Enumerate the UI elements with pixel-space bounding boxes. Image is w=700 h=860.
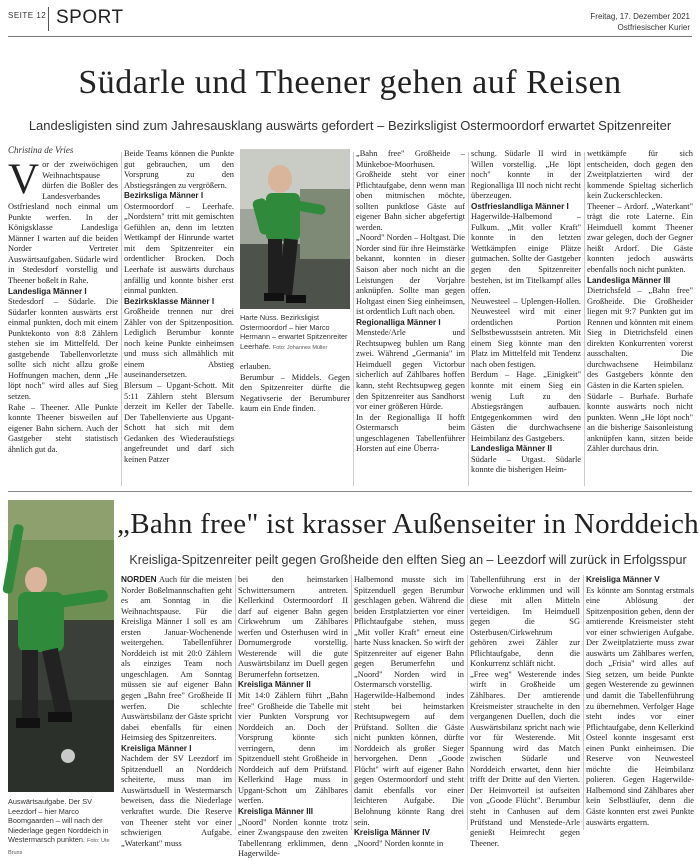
paragraph: Theener – Ardorf. „Waterkant" trägt die rote Laterne. Ein Heimduell kommt Theener zwar gelegen, doch der Gegner heißt Ardorf. Die Gäste konnten jedoch auswärts ebenfalls noch nicht punkten. (587, 201, 693, 275)
paragraph: Südarle – Burhafe. Burhafe konnte auswärts noch nicht punkten. Wenn „He löpt noch" an die bisherige Saisonleistung anknüpfen kann, sitzen beide Zähler durchaus drin. (587, 391, 693, 454)
article2-subhead: Kreisliga-Spitzenreiter peilt gegen Großheide den elften Sieg an – Leezdorf will zurück in Erfolgsspur (129, 553, 687, 567)
paragraph: wettkämpfe für sich entscheiden, doch gegen den Zweitplatzierten wird der kommende Spieltag sicherlich kein Zuckerschlecken. (587, 149, 693, 201)
article1-photo (240, 149, 350, 309)
paragraph (121, 575, 232, 744)
article1-byline: Christina de Vries (8, 145, 74, 155)
paragraph: Rahe – Theener. Alle Punkte konnte Theener bisweilen auf eigener Bahn sichern. Auch der Gastgeber steht statistisch ähnlich gut da. (8, 402, 118, 454)
article2-photo (8, 500, 114, 792)
subheading: Kreisliga Männer I (121, 743, 192, 753)
section-title: SPORT (56, 7, 124, 28)
subheading: Kreisliga Männer V (586, 575, 660, 584)
article1-column-4 (471, 149, 581, 486)
subheading: Regionalliga Männer I (356, 317, 441, 327)
article1-column-2b (240, 362, 350, 486)
article2-column-4 (470, 575, 580, 848)
column-divider (351, 575, 352, 830)
player-photo-illustration (8, 500, 114, 792)
paragraph: In der Regionalliga II hofft Ostermarsch beim ungeschlagenen Tabellenführer Horsten auf eine Überra- (356, 412, 465, 454)
paragraph: or der zweiwöchigen Weihnachtspause dürfen die Boßler des Landesverbandes Ostfriesland noch einmal um Punkte werfen. In der Königsklasse Landesliga Männer I warten auf die beiden Norder Vertreter Auswärtsaufgaben. Südarle wird in Stedesdorf vorstellig und Theener boßelt in Rahe. (8, 160, 118, 286)
dateline-lead: NORDEN (121, 575, 157, 584)
column-divider (583, 575, 584, 830)
paragraph: Dietrichsfeld – „Bahn free" Großheide. Die Großheider liegen mit 9:7 Punkten gut im Rennen und könnten mit einem Sieg in Dietrichsfeld einen direkten Konkurrenten vorerst ausschalten. Die durchwachsene Heimbilanz des Gastgebers könnte den Gästen in die Karten spielen. (587, 286, 693, 391)
article1-column-1 (8, 156, 118, 488)
paragraph: Beide Teams können die Punkte gut gebrauchen, um den Vorsprung zu den Abstiegsrängen zu vergrößern. (124, 149, 234, 190)
caption-text: Auswärtsaufgabe. Der SV Leezdorf – hier Marco Boomgaarden – will nach der Niederlage gegen Norddeich in Westermarsch punkten. (8, 797, 109, 844)
paragraph: „Bahn free" Großheide – Münkeboe-Moorhusen. Großheide steht vor einer Pflichtaufgabe, denn wenn man oben mitmischen möchte, sollten punktlose Gäste auf eigener Bahn sicher abgefertigt werden. (356, 149, 465, 232)
article2-photo-caption (8, 797, 116, 858)
article2-column-2 (238, 575, 348, 859)
article2-column-1 (121, 575, 232, 848)
photo-credit: Foto: Ute Bruns (8, 838, 110, 856)
article1-column-3 (356, 149, 465, 486)
subheading: Landesliga Männer II (471, 444, 552, 454)
article1-column-5 (587, 149, 693, 486)
paragraph: Großheide trennen nur drei Zähler von der Spitzenposition. Lediglich Berumbur konnte noch keine Punkte einheimsen und muss sich allmählich mit einem Abstieg auseinandersetzen. (124, 307, 234, 380)
subheading: Kreisliga Männer II (238, 680, 311, 690)
article2-column-3 (354, 575, 464, 848)
page-number: SEITE 12 (8, 11, 47, 20)
subheading: Kreisliga Männer IV (354, 828, 430, 838)
page-header (0, 0, 700, 38)
paragraph: erlauben. (240, 362, 271, 371)
subheading: Ostfrieslandliga Männer I (471, 201, 569, 211)
subheading: Landesliga Männer I (8, 286, 87, 296)
photo-credit: Foto: Johannes Müller (272, 344, 328, 351)
header-rule (8, 36, 692, 37)
paragraph: Stedesdorf – Südarle. Die Südarler konnten auswärts erst einmal punkten, doch mit einem Punktekonto von 8:8 Zählern stehen sie im Mittelfeld. Der gastgebende Tabellenvorletzte sollte sich nicht allzu große Hoffnungen machen, denn „He löpt noch" wird alles auf Sieg setzen. (8, 297, 118, 402)
paragraph: Berdum – Hage. „Einigkeit" konnte mit einem Sieg ein wenig Luft zu den Abstiegsrängen aufbauen. Entgegenkommen wird den Gästen die durchwachsene Heimbilanz des Gastgebers. (471, 370, 581, 443)
subheading: Landesliga Männer III (587, 275, 671, 285)
paragraph: Südarle – Utgast. Südarle konnte die bisherigen Heim- (471, 454, 581, 475)
paragraph: Tabellenführung erst in der Vorwoche erklimmen und will diese mit allen Mitteln verteidigen. Im Heimduell gegen die SG Osterbusen/Cirkwehrum gehören zwei Zähler zur Pflichtaufgabe, denn die Konkurrenz schläft nicht. (470, 575, 580, 669)
dropcap: V (8, 156, 40, 203)
paragraph: Hagerwilde-Halbemond – Fulkum. „Mit voller Kraft" konnte in den letzten Wettkämpfen einige Plätze gutmachen. Sollte der Gastgeber gegen den Spitzenreiter bestehen, ist im Titelkampf alles offen. (471, 212, 581, 296)
subheading: Bezirksliga Männer I (124, 191, 204, 201)
column-divider (584, 152, 585, 486)
paragraph: Hagerwilde-Halbemond indes steht bei heimstarken Rechtsupwegern auf dem Prüfstand. Sollten die Gäste nicht punkten können, dürfte Norddeich als großer Sieger hervorgehen. Denn „Goode Flücht" wirft auf eigener Bahn gegen Ostermoordorf und steht damit ebenfalls vor einer leichteren Aufgabe. Die Belohnung könnte Rang drei sein. (354, 691, 464, 827)
paragraph: „Free weg" Westerende indes wirft in Großheide um Zählbares. Der amtierende Kreismeister strauchelte in den vergangenen Duellen, doch die Auswärtsbilanz spricht nach wie vor für Westerende. Mit Spannung wird das Match zwischen Südarle und Norddeich erwartet, denn hier trifft der Dritte auf den Vierten. Der Heimvorteil ist aufseiten von „Goode Flücht". Berumbur steht in Canhusen auf dem Prüfstand und Menstede-Arle genießt Heimrecht gegen Theener. (470, 669, 580, 848)
issue-date: Freitag, 17. Dezember 2021 (590, 12, 690, 21)
article-divider (8, 491, 692, 492)
article2-column-5 (586, 575, 694, 832)
paragraph: Mit 14:0 Zählern führt „Bahn free" Großheide die Tabelle mit vier Punkten Vorsprung vor Norddeich an. Doch der Vorsprung könnte sich verringern, denn im Spitzenduell steht Großheide in Norddeich auf dem Prüfstand. Kellerkind Hage muss in Upgant-Schott um Zählbares werfen. (238, 691, 348, 806)
subheading: Bezirksklasse Männer I (124, 296, 215, 306)
player-photo-illustration (240, 149, 350, 309)
article1-photo-caption (240, 313, 348, 353)
subheading: Kreisliga Männer III (238, 807, 314, 817)
column-divider (467, 575, 468, 830)
column-divider (353, 152, 354, 486)
article2-headline: „Bahn free" ist krasser Außenseiter in Norddeich (117, 508, 699, 540)
paragraph-text: Auch für die meisten Norder Boßelmannschaften geht es am Sonntag in die Weihnachtspause. Für die Kreisliga Männer I soll es am ersten Januar-Wochenende weitergehen. Tabellenführer Norddeich ist mit 20:0 Zählern als einziges Team noch ungeschlagen. Am Sonntag müssen sie auf eigener Bahn gegen „Bahn free" Großheide II werfen. Die schlechte Auswärtsbilanz der Gäste spricht dabei ebenfalls für einen Heimsieg des Spitzenreiters. (121, 575, 232, 743)
column-divider (235, 575, 236, 830)
dateline (590, 11, 690, 33)
paragraph: Nachdem der SV Leezdorf im Spitzenduell an Norddeich scheiterte, muss man im Auswärtsduell in Westermarsch beweisen, dass die Niederlage verkraftet wurde. Die Reserve von Theener steht vor einer schwierigen Aufgabe. „Waterkant" muss (121, 754, 232, 848)
article1-headline: Südarle und Theener gehen auf Reisen (78, 64, 622, 101)
paragraph: „Noord" Norden konnte in (354, 838, 444, 848)
paragraph: Neuwesteel – Uplengen-Hollen. Neuwesteel wird mit einer ordentlichen Portion Selbstbewusstsein antreten. Mit einem Sieg könnte man den Platz im Mittelfeld mit Tendenz nach oben festigen. (471, 296, 581, 369)
paragraph: bei den heimstarken Schwittersumern antreten. Kellerkind Ostermoordorf II darf auf eigener Bahn gegen Cirkwehrum um Zählbares werfen und Osterhusen wird in Dornumergrode vorstellig. Westerende will die gute Auswärtsbilanz im Duell gegen Berumerfehn fortsetzen. (238, 575, 348, 679)
paragraph: Berumbur – Middels. Gegen den Spitzenreiter dürfte die Negativserie der Berumburer kaum ein Ende finden. (240, 372, 350, 414)
article1-column-2 (124, 149, 234, 471)
header-divider (48, 7, 49, 31)
newspaper-name: Ostfriesischer Kurier (617, 23, 690, 32)
column-divider (468, 152, 469, 486)
paragraph: „Noord" Norden – Holtgast. Die Norder sind für ihre Heimstärke bekannt, konnten in dieser Saison aber noch nicht an die Leistungen der Vorjahre anknüpfen. Sollte man gegen Holtgast einen Sieg einheimsen, ist ordentlich Luft nach oben. (356, 233, 465, 317)
paragraph: Menstede/Arle und Rechtsupweg buhlen um Rang zwei. Während „Germania" im Heimduell gegen Victorbur sicherlich auf Zählbares hoffen kann, steht Rechtsupweg gegen den Spitzenreiter aus Sandhorst vor einer größeren Hürde. (356, 328, 465, 412)
column-divider (121, 152, 122, 486)
paragraph: Ostermoordorf – Leerhafe. „Nordstern" tritt mit gemischten Gefühlen an, denn im letzten Wettkampf der Hinrunde wartet mit dem Spitzenreiter ein ordentlicher Brocken. Doch Leerhafe ist auswärts durchaus anfällig und konnte bisher erst einmal punkten. (124, 201, 234, 296)
paragraph: Halbemond musste sich im Spitzenduell gegen Berumbur geschlagen geben. Während die beiden Erstplatzierten vor einer Pflichtaufgabe stehen, muss „Mit voller Kraft" erneut eine harte Nuss knacken. So wirft der Spitzenreiter auf eigener Bahn gegen Berumerfehn und „Noord" Norden wird in Ostermarsch vorstellig. (354, 575, 464, 690)
article1-subhead: Landesligisten sind zum Jahresausklang auswärts gefordert – Bezirksligist Ostermoordorf erwartet Spitzenreiter (28, 118, 672, 133)
paragraph: Es könnte am Sonntag erstmals eine Ablösung der Spitzenposition geben, denn der amtierende Kreismeister steht vor einer schwierigen Aufgabe. Der Zweitplatzierte muss zwar auswärts um Zählbares werfen, doch „Frisia" wird alles auf Sieg setzen, um beide Punkte gegen Westerende zu gewinnen und damit die Tabellenführung zu übernehmen. Verfolger Hage steht indes vor einer Pflichtaufgabe, denn Kellerkind Osteel konnte insgesamt erst einen Punkt einheimsen. Die Reserve von Neuwesteel möchte die Heimbilanz polieren. Gegen Hagerwilde-Halbemond sind Zählbares aber kein Selbstläufer, denn die Gäste konnten erst zwei Punkte auswärts ergattern. (586, 585, 694, 827)
paragraph: Blersum – Upgant-Schott. Mit 5:11 Zählern steht Blersum derzeit im Keller der Tabelle. Der Tabellenvierte aus Upgant-Schott hat sich mit dem Gedanken des Wiederaufstiegs angefreundet und darf sich keinen Patzer (124, 381, 234, 464)
paragraph: „Noord" Norden konnte trotz einer Zwangspause den zweiten Tabellenrang erklimmen, denn Hagerwilde- (238, 817, 348, 859)
paragraph: schung. Südarle II wird in Willen vorstellig. „He löpt noch" konnte in der Regionalliga III noch nicht recht überzeugen. (471, 149, 581, 201)
caption-text: Harte Nuss. Bezirksligist Ostermoordorf – hier Marco Hermann – erwartet Spitzenreiter Leerhafe. (240, 313, 348, 351)
